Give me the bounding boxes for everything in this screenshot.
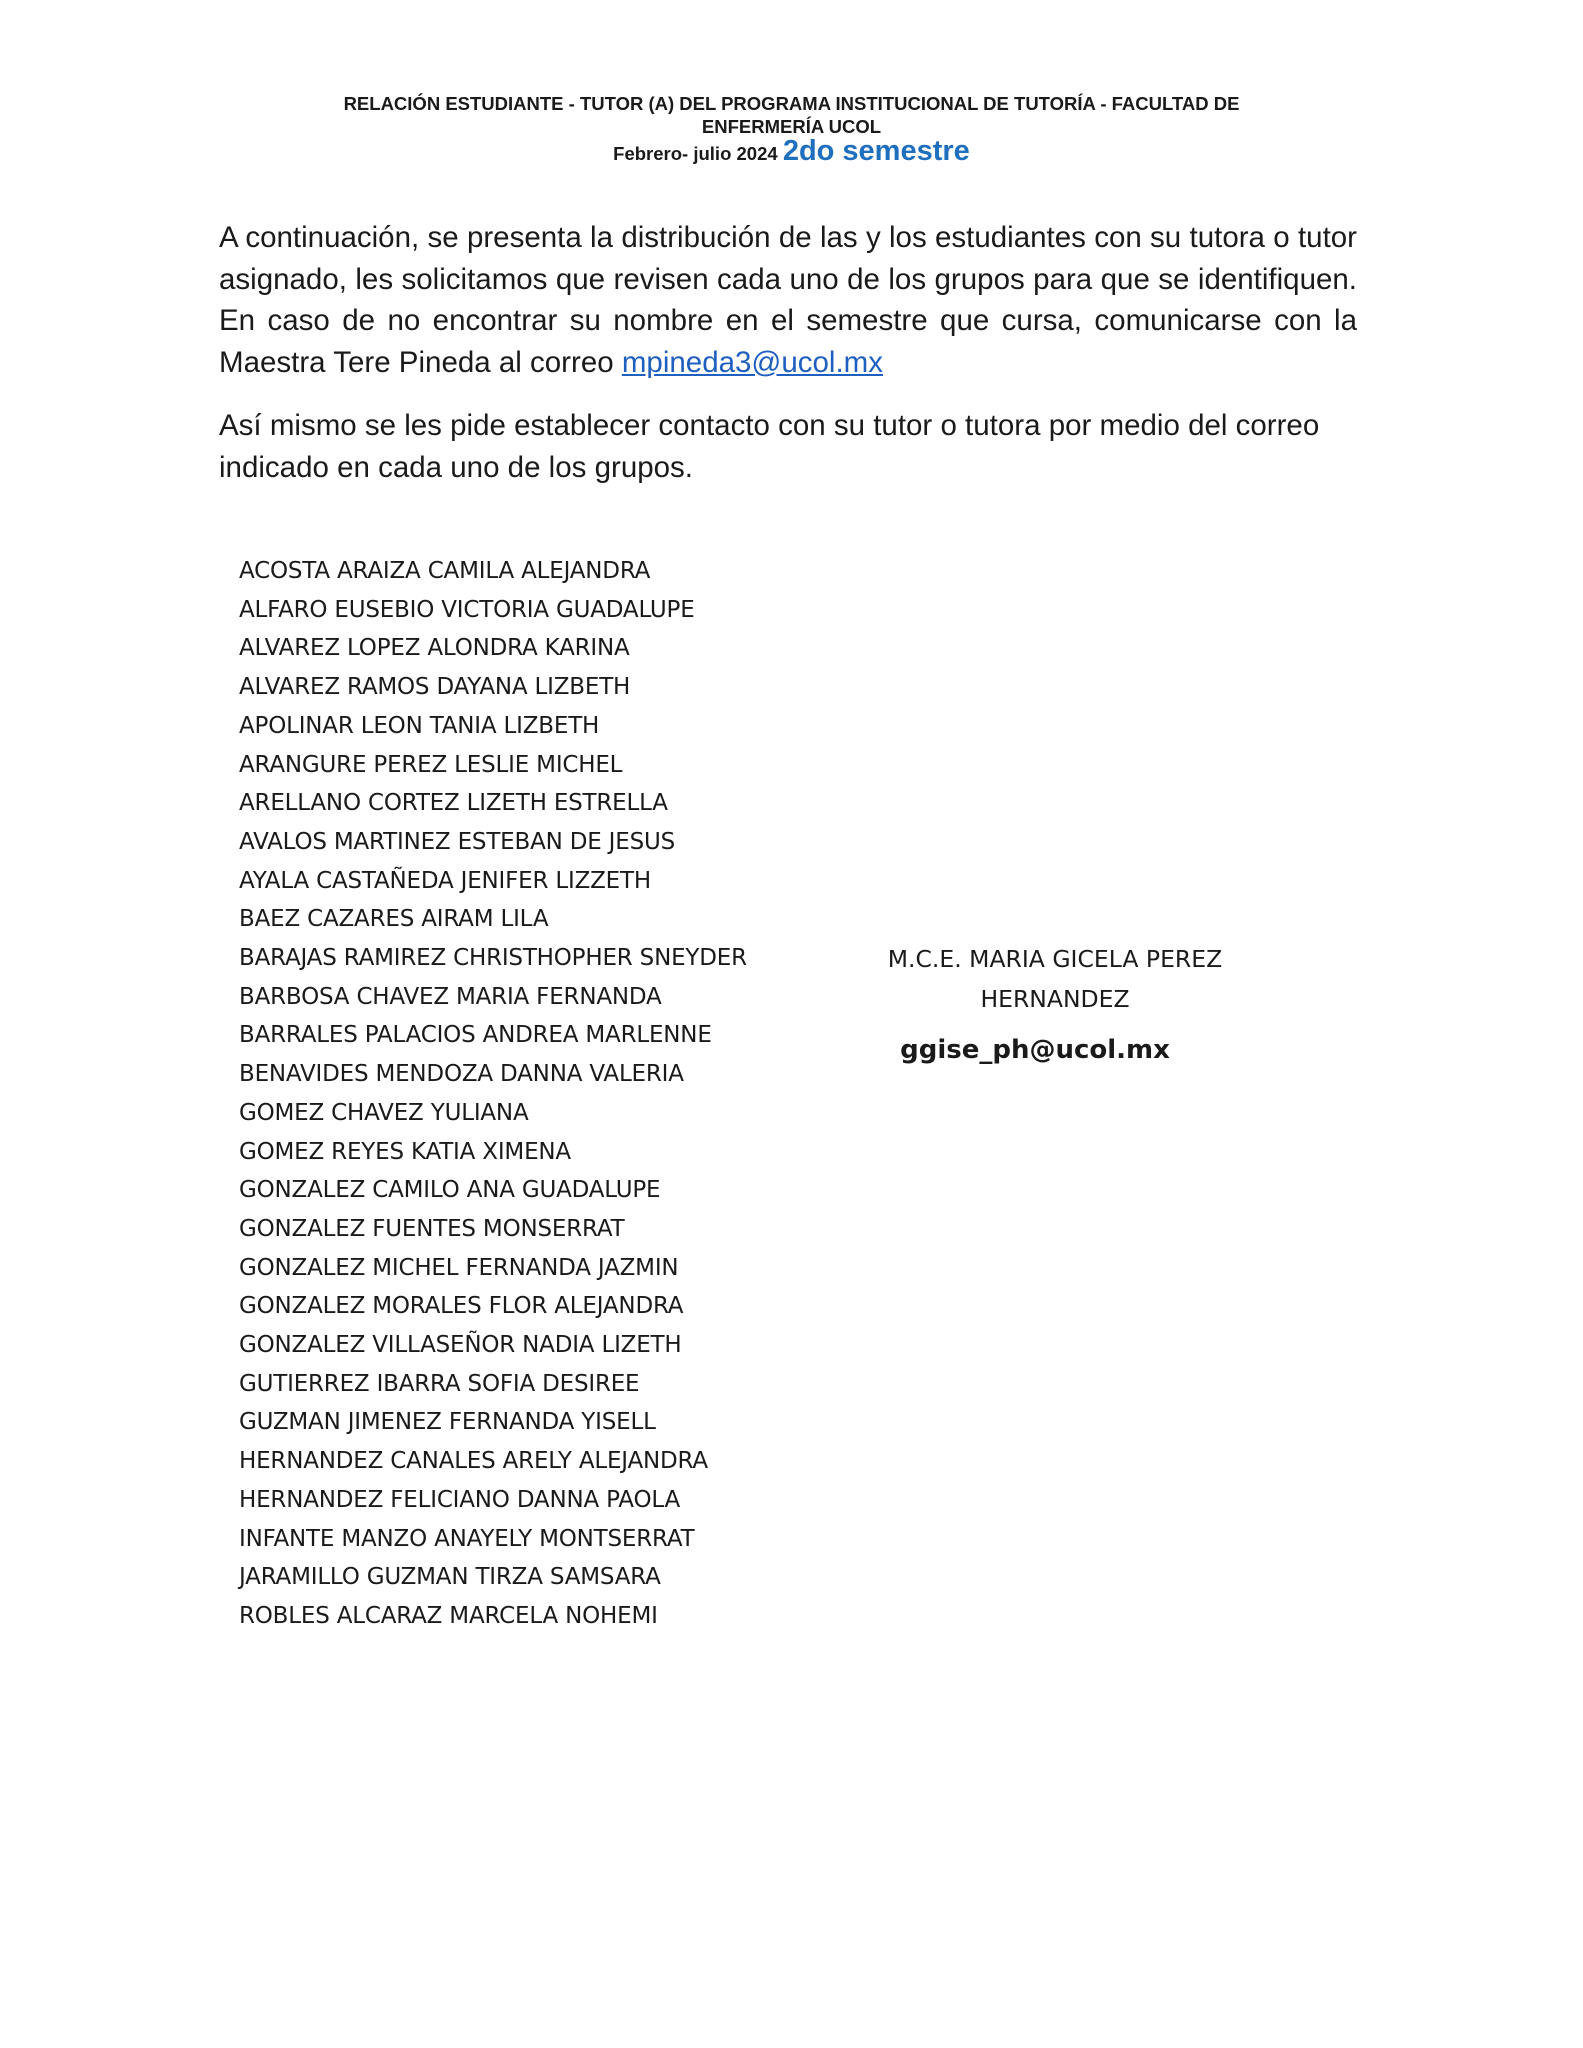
student-name-item: ALVAREZ LOPEZ ALONDRA KARINA xyxy=(239,635,630,662)
student-name-item: APOLINAR LEON TANIA LIZBETH xyxy=(239,712,600,739)
student-name-item: ALFARO EUSEBIO VICTORIA GUADALUPE xyxy=(239,596,695,623)
student-name-item: ARELLANO CORTEZ LIZETH ESTRELLA xyxy=(239,790,668,817)
student-name-item: AYALA CASTAÑEDA JENIFER LIZZETH xyxy=(239,867,651,894)
student-name-item: GONZALEZ FUENTES MONSERRAT xyxy=(239,1215,625,1242)
student-name-item: HERNANDEZ FELICIANO DANNA PAOLA xyxy=(239,1486,681,1513)
tutor-email[interactable]: ggise_ph@ucol.mx xyxy=(900,1035,1170,1065)
semester-label: 2do semestre xyxy=(782,135,970,167)
intro-paragraph-1-text: A continuación, se presenta la distribución de las y los estudiantes con su tutora o tutor asignado, les solicitamos que revisen cada uno de los grupos para que se identifiquen. En caso de no encontrar su nombre en el semestre que cursa, comunicarse con la Maestra Tere Pineda al correo xyxy=(219,221,1357,379)
period-line xyxy=(200,135,1383,167)
student-name-item: GONZALEZ VILLASEÑOR NADIA LIZETH xyxy=(239,1332,682,1359)
period-label: Febrero- julio 2024 xyxy=(613,143,778,164)
tutor-name-line-2: HERNANDEZ xyxy=(980,985,1130,1013)
student-list xyxy=(239,552,747,1636)
tutor-name-line-1: M.C.E. MARIA GICELA PEREZ xyxy=(887,945,1223,973)
intro-paragraph-2: Así mismo se les pide establecer contacto con su tutor o tutora por medio del correo indicado en cada uno de los grupos. xyxy=(219,409,1320,484)
document-header xyxy=(200,92,1383,165)
student-name-item: HERNANDEZ CANALES ARELY ALEJANDRA xyxy=(239,1448,708,1475)
document-title-line-2: ENFERMERÍA UCOL xyxy=(701,116,882,137)
tutor-block xyxy=(855,939,1255,1067)
student-name-item: GONZALEZ MORALES FLOR ALEJANDRA xyxy=(239,1293,684,1320)
student-name-item: BAEZ CAZARES AIRAM LILA xyxy=(239,906,549,933)
student-name-item: GONZALEZ MICHEL FERNANDA JAZMIN xyxy=(239,1254,679,1281)
student-name-item: AVALOS MARTINEZ ESTEBAN DE JESUS xyxy=(239,828,676,855)
student-name-item: BARRALES PALACIOS ANDREA MARLENNE xyxy=(239,1022,712,1049)
student-name-item: GUTIERREZ IBARRA SOFIA DESIREE xyxy=(239,1370,640,1397)
student-name-item: ARANGURE PEREZ LESLIE MICHEL xyxy=(239,751,623,778)
student-name-item: BARBOSA CHAVEZ MARIA FERNANDA xyxy=(239,983,662,1010)
intro-section xyxy=(219,217,1357,488)
student-name-item: GOMEZ CHAVEZ YULIANA xyxy=(239,1099,529,1126)
student-name-item: ROBLES ALCARAZ MARCELA NOHEMI xyxy=(239,1602,658,1629)
student-name-item: GUZMAN JIMENEZ FERNANDA YISELL xyxy=(239,1409,656,1436)
student-name-item: ACOSTA ARAIZA CAMILA ALEJANDRA xyxy=(239,558,651,584)
intro-paragraph-1 xyxy=(219,217,1357,383)
student-name-item: JARAMILLO GUZMAN TIRZA SAMSARA xyxy=(239,1564,661,1591)
document-title-line-1: RELACIÓN ESTUDIANTE - TUTOR (A) DEL PROGRAMA INSTITUCIONAL DE TUTORÍA - FACULTAD DE xyxy=(343,93,1240,114)
student-name-item: BARAJAS RAMIREZ CHRISTHOPHER SNEYDER xyxy=(239,945,747,972)
student-name-item: GONZALEZ CAMILO ANA GUADALUPE xyxy=(239,1177,661,1204)
student-name-item: ALVAREZ RAMOS DAYANA LIZBETH xyxy=(239,674,631,701)
contact-email-link[interactable]: mpineda3@ucol.mx xyxy=(621,345,883,379)
student-name-item: GOMEZ REYES KATIA XIMENA xyxy=(239,1138,571,1165)
student-name-item: INFANTE MANZO ANAYELY MONTSERRAT xyxy=(239,1525,695,1552)
student-name-item: BENAVIDES MENDOZA DANNA VALERIA xyxy=(239,1061,684,1088)
